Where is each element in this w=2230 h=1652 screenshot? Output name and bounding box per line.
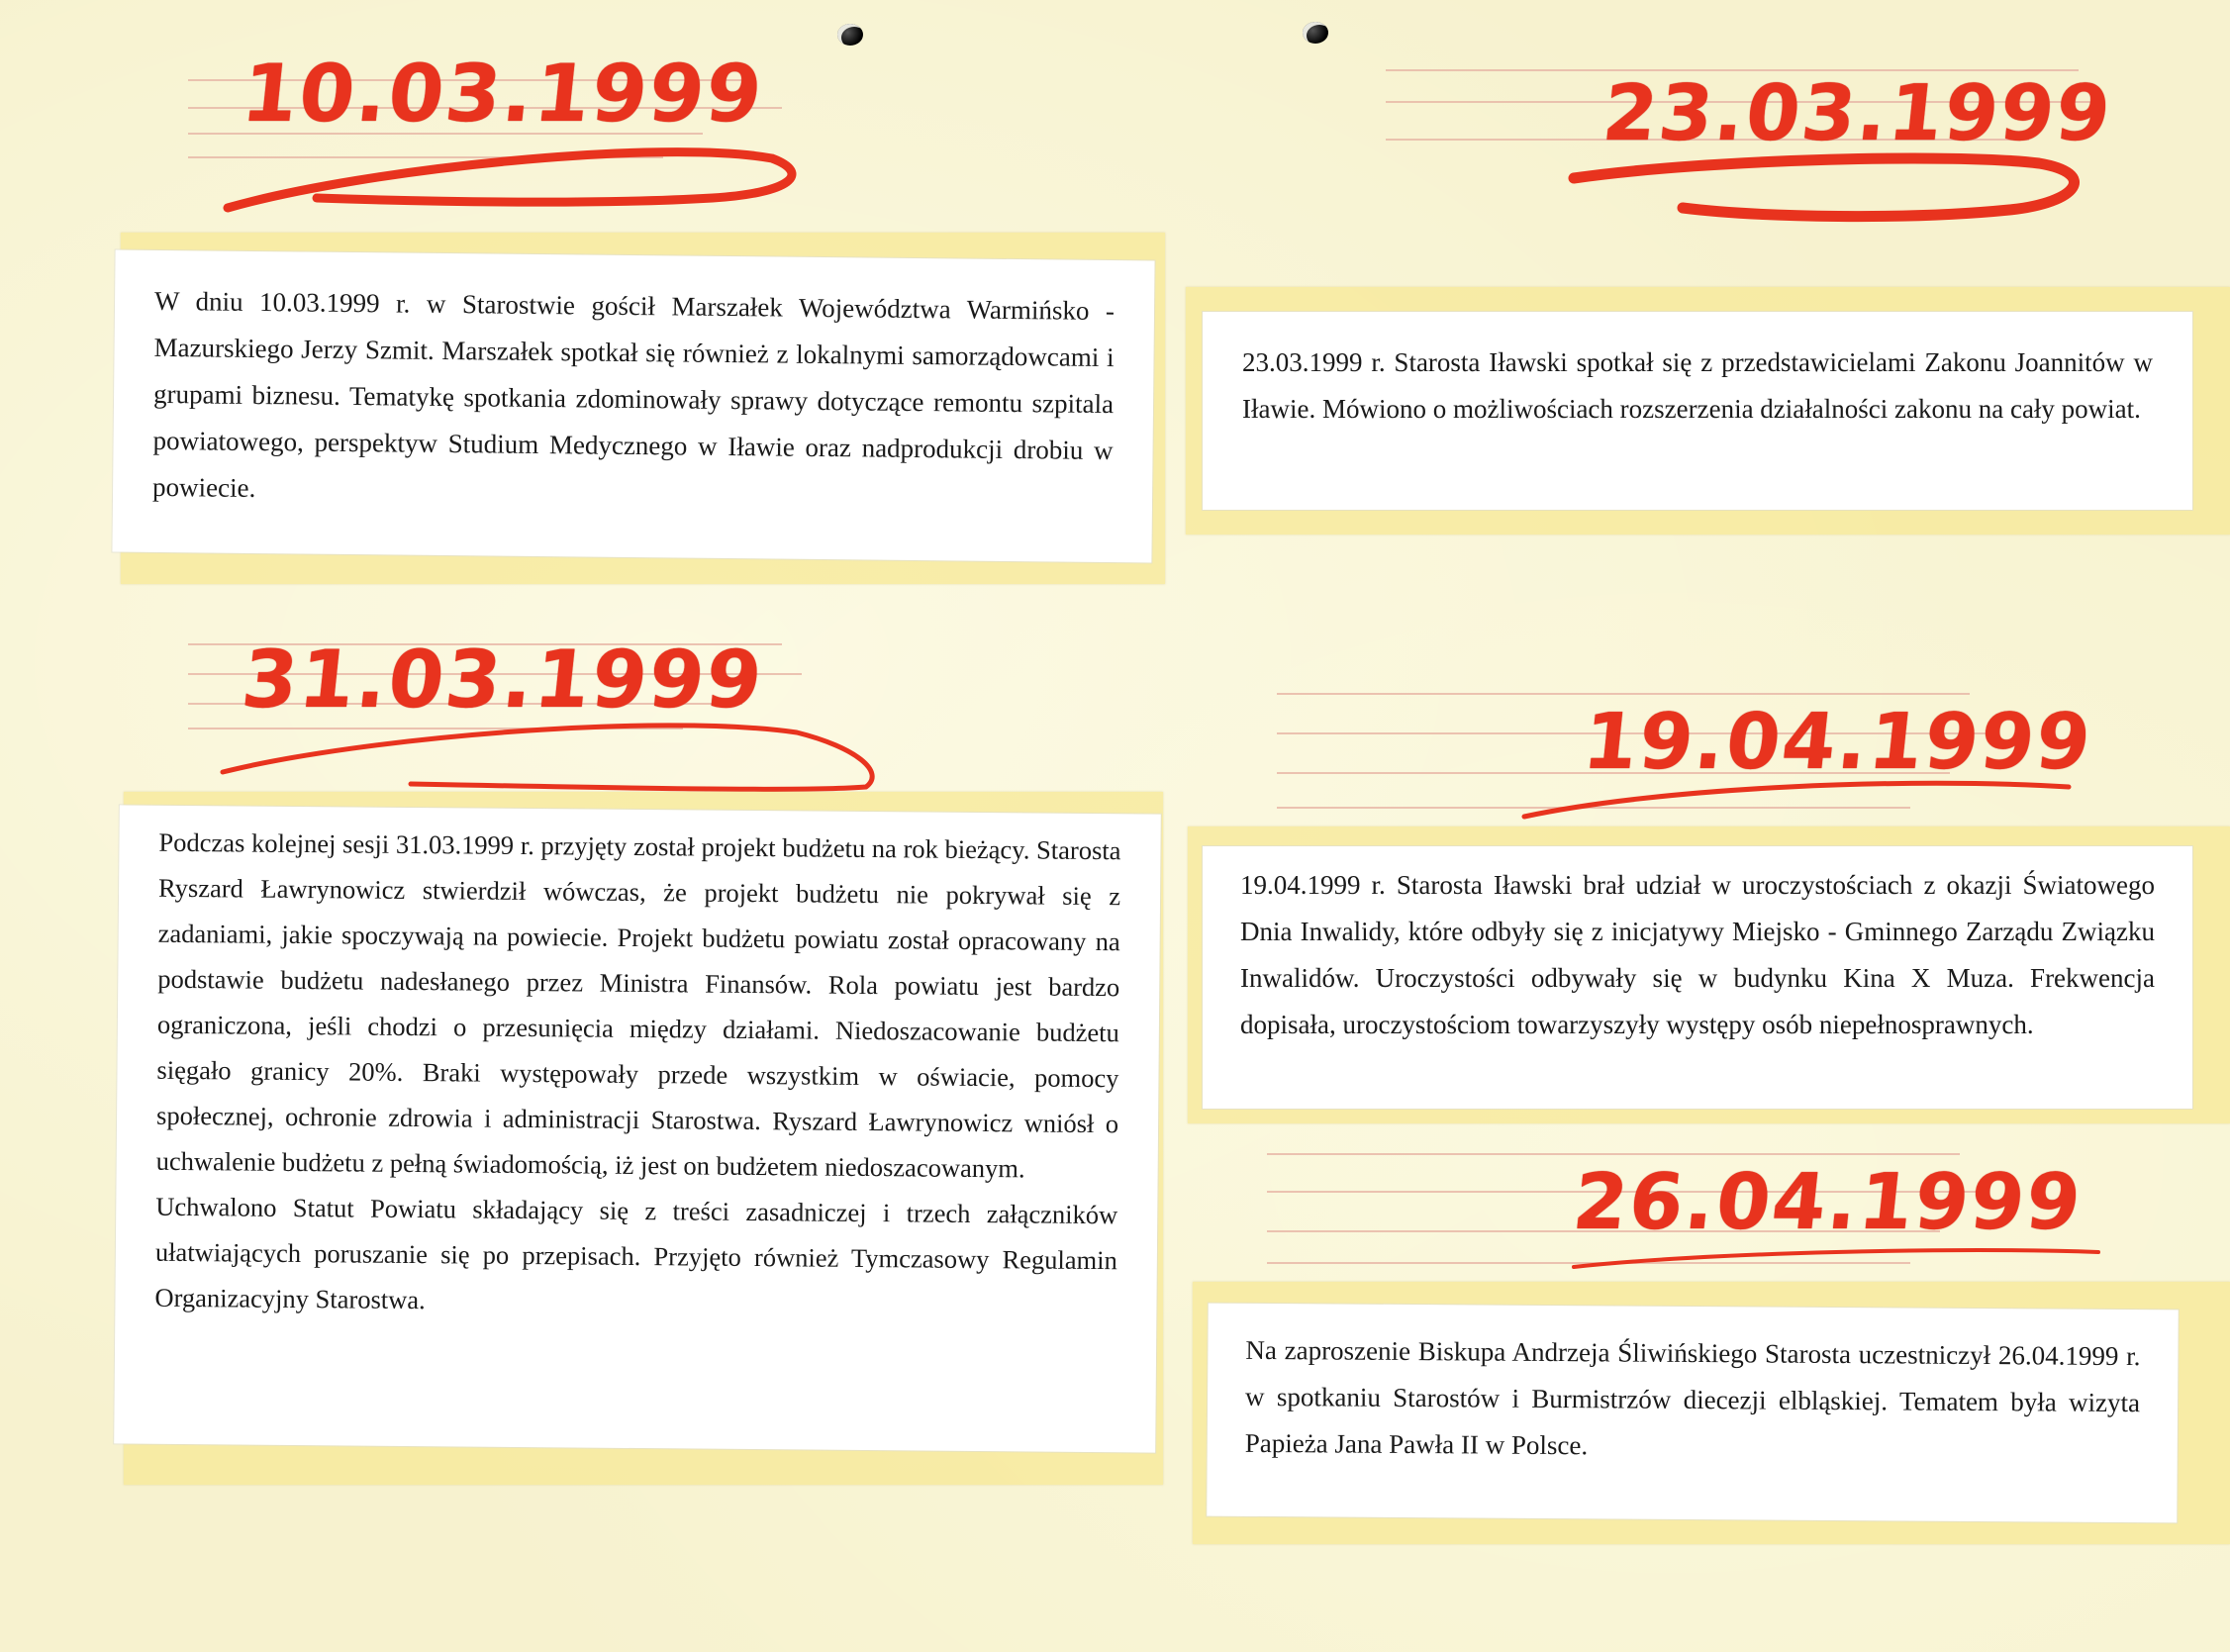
entry-note [1203, 846, 2192, 1109]
entry-date: 23.03.1999 [1599, 69, 2117, 158]
entry-date: 19.04.1999 [1579, 698, 2097, 787]
punch-hole-right [1303, 22, 1328, 44]
date-underline-swoosh [1564, 1242, 2118, 1282]
entry-text: 19.04.1999 r. Starosta Iławski brał udział w uroczystościach z okazji Światowego Dnia Inwalidy, które odbyły się z inicjatywy Miejsko - Gminnego Zarządu Związku Inwalidów. Uroczystości odbywały się w budynku Kina X Muza. Frekwencja dopisała, uroczystościom towarzyszyły występy osób niepełnosprawnych. [1240, 870, 2155, 1039]
entry-text: Na zaproszenie Biskupa Andrzeja Śliwińskiego Starosta uczestniczył 26.04.1999 r. w spotkaniu Starostów i Burmistrzów diecezji elbląskiej. Tematem była wizyta Papieża Jana Pawła II w Polsce. [1244, 1334, 2141, 1461]
date-underline-swoosh [213, 713, 886, 802]
date-underline-swoosh [1564, 148, 2098, 238]
date-underline-swoosh [218, 139, 812, 218]
punch-hole-left [837, 24, 863, 46]
date-underline-swoosh [1514, 772, 2088, 831]
entry-text: 23.03.1999 r. Starosta Iławski spotkał się z przedstawicielami Zakonu Joannitów w Iławie. Mówiono o możliwościach rozszerzenia działalności zakonu na cały powiat. [1242, 347, 2153, 424]
entry-note [112, 250, 1154, 563]
entry-date: 26.04.1999 [1569, 1158, 2087, 1247]
entry-date: 10.03.1999 [238, 48, 768, 140]
entry-date: 31.03.1999 [238, 633, 768, 726]
entry-text: Podczas kolejnej sesji 31.03.1999 r. przyjęty został projekt budżetu na rok bieżący. Starosta Ryszard Ławrynowicz stwierdził wówczas, że projekt budżetu nie pokrywał się z zadaniami, jakie spoczywają na powiecie. Projekt budżetu powiatu został opracowany na podstawie budżetu nadesłanego przez Ministra Finansów. Rola powiatu jest bardzo ograniczona, jeśli chodzi o przesunięcia między działami. Niedoszacowanie budżetu sięgało granicy 20%. Braki występowały przede wszystkim w oświacie, pomocy społecznej, ochronie zdrowia i administracji Starostwa. Ryszard Ławrynowicz wniósł o uchwalenie budżetu z pełną świadomością, iż jest on budżetem niedoszacowanym. [155, 826, 1121, 1184]
entry-note [1203, 312, 2192, 510]
entry-note [1207, 1304, 2178, 1523]
entry-text: Uchwalono Statut Powiatu składający się z treści zasadniczej i trzech załączników ułatwiających poruszanie się po przepisach. Przyjęto również Tymczasowy Regulamin Organizacyjny Starostwa. [154, 1191, 1118, 1315]
entry-text: W dniu 10.03.1999 r. w Starostwie gościł Marszałek Województwa Warmińsko - Mazurskiego Jerzy Szmit. Marszałek spotkał się również z lokalnymi samorządowcami i grupami biznesu. Tematykę spotkania zdominowały sprawy dotyczące remontu szpitala powiatowego, perspektyw Studium Medycznego w Iławie oraz nadprodukcji drobiu w powiecie. [151, 285, 1115, 504]
entry-note [114, 805, 1161, 1452]
